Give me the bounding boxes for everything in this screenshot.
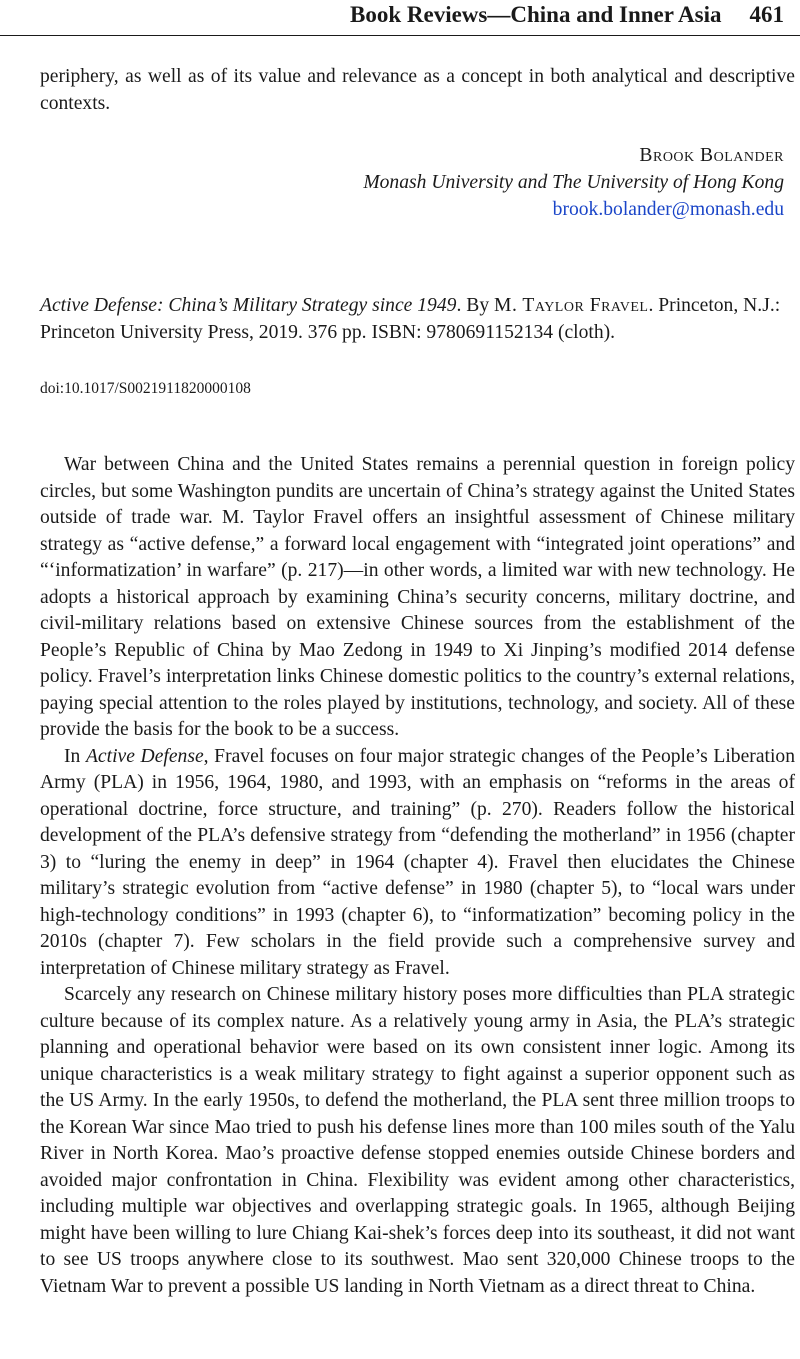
publication-details: . Princeton, N.J.: Princeton University Press, 2019. 376 pp. ISBN: 9780691152134 (cloth). [40, 295, 781, 343]
book-title: Active Defense: China’s Military Strategy since 1949 [40, 295, 457, 316]
review-body [40, 452, 795, 1300]
book-author: M. Taylor Fravel [494, 295, 649, 316]
previous-review-ending: periphery, as well as of its value and relevance as a concept in both analytical and descriptive contexts. [40, 66, 795, 114]
review-paragraph: Scarcely any research on Chinese military history poses more difficulties than PLA strategic culture because of its complex nature. As a relatively young army in Asia, the PLA’s strategic planning and operational behavior were based on its own consistent inner logic. Among its unique characteristics is a weak military strategy to fight against a superior opponent such as the US Army. In the early 1950s, to defend the motherland, the PLA sent three million troops to the Korean War since Mao tried to push his defense lines more than 100 miles south of the Yalu River in North Korea. Mao’s proactive defense stopped enemies outside Chinese borders and avoided major confrontation in China. Flexibility was evident among other characteristics, including multiple war objectives and overlapping strategic goals. In 1965, although Beijing might have been willing to lure Chiang Kai-shek’s forces deep into its southeast, it did not want to see US troops anywhere close to its southwest. Mao sent 320,000 Chinese troops to the Vietnam War to prevent a possible US landing in North Vietnam as a direct threat to China. [40, 984, 795, 1297]
reviewer-email-link[interactable]: brook.bolander@monash.edu [552, 199, 784, 220]
reviewer-signature [184, 142, 784, 223]
review-paragraph: In Active Defense, Fravel focuses on four major strategic changes of the People’s Liberation Army (PLA) in 1956, 1964, 1980, and 1993, with an emphasis on “reforms in the areas of operational doctrine, force structure, and training” (p. 270). Readers follow the historical development of the PLA’s defensive strategy from “defending the motherland” in 1956 (chapter 3) to “luring the enemy in deep” in 1964 (chapter 4). Fravel then elucidates the Chinese military’s strategic evolution from “active defense” in 1980 (chapter 5), to “local wars under high-technology conditions” in 1993 (chapter 6), to “informatization” becoming policy in the 2010s (chapter 7). Few scholars in the field provide such a comprehensive survey and interpretation of Chinese military strategy as Fravel. [40, 745, 795, 979]
running-head-title: Book Reviews—China and Inner Asia [350, 2, 722, 27]
book-title-reference: Active Defense [85, 745, 204, 767]
book-citation [40, 292, 795, 346]
reviewer-affiliation: Monash University and The University of Hong Kong [363, 172, 784, 193]
running-head [350, 0, 784, 34]
page-number: 461 [749, 2, 784, 27]
citation-by: . By [456, 295, 490, 316]
header-divider [0, 35, 800, 36]
doi-line: doi:10.1017/S0021911820000108 [40, 380, 251, 397]
reviewer-name: Brook Bolander [639, 145, 784, 166]
review-paragraph: War between China and the United States remains a perennial question in foreign policy circles, but some Washington pundits are uncertain of China’s strategy against the United States outside of trade war. M. Taylor Fravel offers an insightful assessment of Chinese military strategy as “active defense,” a forward local engagement with “integrated joint operations” and “‘informatization’ in warfare” (p. 217)—in other words, a limited war with new technology. He adopts a historical approach by examining China’s security concerns, military doctrine, and civil-military relations based on extensive Chinese sources from the establishment of the People’s Republic of China by Mao Zedong in 1949 to Xi Jinping’s modified 2014 defense policy. Fravel’s interpretation links Chinese domestic politics to the country’s external relations, paying special attention to the roles played by institutions, technology, and society. All of these provide the basis for the book to be a success. [40, 454, 795, 740]
